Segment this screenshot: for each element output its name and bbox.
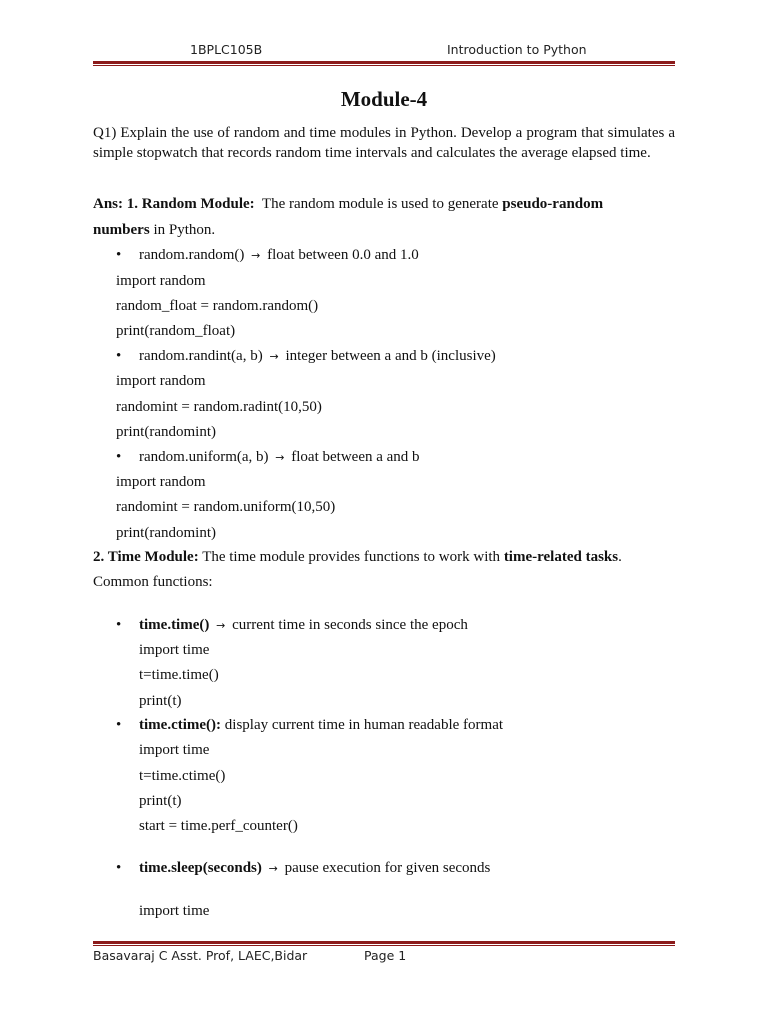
func-name: random.uniform(a, b) [139, 449, 269, 465]
list-item [139, 246, 419, 265]
list-item [139, 448, 420, 467]
question-text: Q1) Explain the use of random and time modules in Python. Develop a program that simulates a simple stopwatch that records random time intervals and calculates the average elapsed time. [93, 125, 675, 161]
code-line: t=time.time() [139, 667, 219, 683]
header-rule [93, 61, 675, 66]
answer-intro-line2 [93, 221, 215, 239]
func-desc: current time in seconds since the epoch [232, 617, 468, 633]
code-line: randomint = random.uniform(10,50) [116, 499, 336, 515]
answer-intro-bold: pseudo-random [502, 196, 604, 212]
code-line: randomint = random.radint(10,50) [116, 399, 322, 415]
answer-label: Ans: 1. Random Module: [93, 196, 255, 212]
code-line: import random [116, 373, 206, 389]
func-name: random.random() [139, 247, 245, 263]
func-desc: float between 0.0 and 1.0 [267, 247, 419, 263]
func-desc: integer between a and b (inclusive) [285, 348, 496, 364]
code-line: print(t) [139, 693, 182, 709]
bullet-icon: • [116, 860, 122, 876]
arrow-icon: → [269, 350, 279, 363]
func-name: time.ctime(): [139, 717, 222, 733]
code-line: print(random_float) [116, 323, 236, 339]
arrow-icon: → [268, 862, 278, 875]
list-item [139, 716, 503, 734]
common-functions-label: Common functions: [93, 574, 213, 590]
code-line: t=time.ctime() [139, 768, 226, 784]
func-desc: display current time in human readable format [224, 717, 504, 733]
arrow-icon: → [216, 619, 226, 632]
func-name: time.sleep(seconds) [139, 860, 262, 876]
code-line: import time [139, 742, 210, 758]
time-module-bold: time-related tasks [503, 549, 619, 565]
page-title: Module-4 [340, 87, 428, 111]
footer-page-number: Page 1 [364, 948, 407, 963]
func-name: time.time() [139, 617, 210, 633]
time-module-text: The time module provides functions to work with [202, 549, 501, 565]
answer-intro-bold2: numbers [93, 222, 150, 238]
bullet-icon: • [116, 449, 122, 465]
code-line: import time [139, 642, 210, 658]
func-desc: pause execution for given seconds [284, 860, 491, 876]
bullet-icon: • [116, 348, 122, 364]
code-line: import random [116, 273, 206, 289]
header-course-code: 1BPLC105B [190, 42, 263, 57]
list-item [139, 616, 468, 635]
code-line: print(randomint) [116, 525, 216, 541]
code-line: start = time.perf_counter() [139, 818, 298, 834]
footer-author: Basavaraj C Asst. Prof, LAEC,Bidar [93, 948, 308, 963]
code-line: random_float = random.random() [116, 298, 319, 314]
code-line: print(t) [139, 793, 182, 809]
list-item [139, 859, 490, 878]
code-line: import time [139, 903, 210, 919]
arrow-icon: → [275, 451, 285, 464]
bullet-icon: • [116, 247, 122, 263]
time-module-label: 2. Time Module: [93, 549, 199, 565]
header-course-title: Introduction to Python [447, 42, 587, 57]
bullet-icon: • [116, 717, 122, 733]
func-name: random.randint(a, b) [139, 348, 263, 364]
footer-rule [93, 941, 675, 946]
arrow-icon: → [251, 249, 261, 262]
bullet-icon: • [116, 617, 122, 633]
answer-intro-text2: in Python. [153, 222, 216, 238]
list-item [139, 347, 496, 366]
code-line: import random [116, 474, 206, 490]
answer-intro-line [93, 195, 603, 213]
func-desc: float between a and b [291, 449, 420, 465]
code-line: print(randomint) [116, 424, 216, 440]
answer-intro-text: The random module is used to generate [261, 196, 499, 212]
time-module-line [93, 548, 622, 566]
time-module-period: . [618, 549, 622, 565]
